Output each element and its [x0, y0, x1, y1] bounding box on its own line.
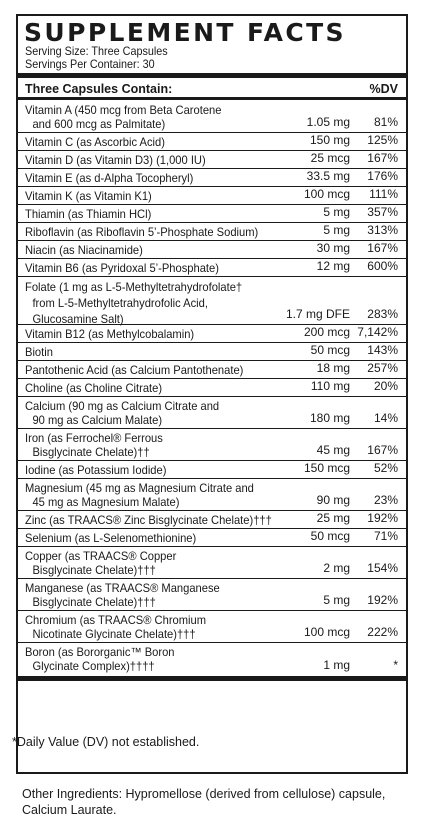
nutrient-name: [25, 363, 274, 377]
nutrient-amount: 18 mg: [316, 361, 350, 375]
nutrient-name: [25, 207, 274, 221]
nutrient-amount: 90 mg: [316, 493, 350, 507]
nutrient-name: [25, 261, 274, 275]
nutrient-name-line: 90 mg as Calcium Malate): [32, 413, 163, 427]
nutrient-dv: 222%: [367, 625, 398, 639]
nutrient-dv: 176%: [367, 169, 398, 183]
table-row: [18, 325, 406, 343]
nutrient-name: [25, 613, 274, 641]
nutrient-name: [25, 531, 274, 545]
nutrient-amount: 5 mg: [323, 223, 350, 237]
nutrient-dv: 313%: [367, 223, 398, 237]
nutrient-dv: 167%: [367, 241, 398, 255]
supplement-facts-panel: [16, 14, 408, 774]
nutrient-name: [25, 103, 274, 131]
nutrient-name-line: Boron (as Bororganic™ Boron: [25, 645, 175, 659]
table-row: [18, 205, 406, 223]
nutrient-name-line: Choline (as Choline Citrate): [25, 381, 163, 395]
nutrient-dv: 125%: [367, 133, 398, 147]
nutrient-name-line: Selenium (as L-Selenomethionine): [25, 531, 197, 545]
servings-per-container: Servings Per Container: 30: [25, 57, 155, 71]
nutrient-name: [25, 581, 274, 609]
nutrient-name-line: Vitamin D (as Vitamin D3) (1,000 IU): [25, 153, 206, 167]
nutrient-name-line: from L-5-Methyltetrahydrofolic Acid,: [32, 296, 208, 310]
table-row: [18, 343, 406, 361]
nutrient-name-line: Vitamin A (450 mcg from Beta Carotene: [25, 103, 222, 117]
nutrient-name: [25, 135, 274, 149]
nutrient-name: [25, 549, 274, 577]
nutrient-amount: 180 mg: [309, 411, 350, 425]
nutrient-name-line: Glycinate Complex)††††: [32, 659, 155, 673]
nutrient-dv: 192%: [367, 511, 398, 525]
nutrient-amount: 100 mcg: [303, 187, 350, 201]
nutrient-name: [25, 279, 274, 327]
nutrient-name-line: and 600 mcg as Palmitate): [32, 117, 166, 131]
nutrient-name-line: Bisglycinate Chelate)††: [32, 445, 150, 459]
nutrient-name-line: Glucosamine Salt): [32, 312, 124, 326]
table-row: [18, 643, 406, 675]
nutrient-dv: 143%: [367, 343, 398, 357]
nutrient-amount: 100 mcg: [303, 625, 350, 639]
nutrient-name: [25, 645, 274, 673]
nutrient-amount: 200 mcg: [303, 325, 350, 339]
table-row: [18, 379, 406, 397]
other-ingredients: Other Ingredients: Hypromellose (derived from cellulose) capsule, Calcium Laurate.: [22, 787, 386, 817]
nutrient-name-line: Vitamin K (as Vitamin K1): [25, 189, 152, 203]
table-row: [18, 101, 406, 133]
nutrient-amount: 2 mg: [323, 561, 350, 575]
nutrient-dv: 81%: [373, 115, 398, 129]
table-row: [18, 611, 406, 643]
divider-thick-bottom: [18, 676, 406, 681]
divider-thick-top: [18, 73, 406, 78]
table-row: [18, 579, 406, 611]
header-dv-label: %DV: [369, 82, 398, 96]
nutrient-name: [25, 431, 274, 459]
nutrient-dv: 7,142%: [357, 325, 398, 339]
nutrient-dv: 111%: [369, 187, 398, 201]
nutrient-dv: 52%: [373, 461, 398, 475]
divider-header: [18, 97, 406, 100]
nutrient-dv: 283%: [367, 307, 398, 321]
nutrient-name-line: Magnesium (45 mg as Magnesium Citrate and: [25, 481, 254, 495]
table-row: [18, 169, 406, 187]
nutrient-amount: 150 mg: [309, 133, 350, 147]
nutrient-dv: 154%: [367, 561, 398, 575]
table-row: [18, 397, 406, 429]
table-row: [18, 151, 406, 169]
serving-size: Serving Size: Three Capsules: [25, 44, 168, 58]
nutrient-amount: 110 mg: [310, 379, 350, 393]
table-row: [18, 479, 406, 511]
nutrient-name: [25, 327, 274, 341]
nutrient-dv: 600%: [367, 259, 398, 273]
nutrient-name: [25, 381, 274, 395]
nutrient-amount: 5 mg: [323, 205, 350, 219]
nutrient-amount: 150 mcg: [303, 461, 350, 475]
nutrient-amount: 30 mg: [316, 241, 350, 255]
nutrient-name-line: Vitamin B12 (as Methylcobalamin): [25, 327, 195, 341]
nutrient-name: [25, 463, 274, 477]
nutrient-name: [25, 225, 274, 239]
nutrient-amount: 12 mg: [316, 259, 350, 273]
nutrient-dv: 257%: [367, 361, 398, 375]
table-row: [18, 223, 406, 241]
nutrient-name-line: Calcium (90 mg as Calcium Citrate and: [25, 399, 220, 413]
table-row: [18, 187, 406, 205]
nutrient-amount: 25 mg: [316, 511, 350, 525]
nutrient-name-line: Iodine (as Potassium Iodide): [25, 463, 167, 477]
nutrient-name: [25, 153, 274, 167]
nutrient-amount: 1 mg: [323, 658, 350, 672]
nutrient-amount: 33.5 mg: [306, 169, 350, 183]
nutrient-dv: 167%: [367, 151, 398, 165]
nutrient-name-line: 45 mg as Magnesium Malate): [32, 495, 180, 509]
nutrient-table: [18, 101, 406, 675]
nutrient-name-line: Iron (as Ferrochel® Ferrous: [25, 431, 163, 445]
nutrient-name-line: Vitamin E (as d-Alpha Tocopheryl): [25, 171, 194, 185]
nutrient-amount: 50 mcg: [310, 529, 350, 543]
table-row: [18, 429, 406, 461]
nutrient-name-line: Folate (1 mg as L-5-Methyltetrahydrofolate†: [25, 280, 243, 294]
nutrient-dv: 357%: [367, 205, 398, 219]
nutrient-dv: 20%: [373, 379, 398, 393]
nutrient-name-line: Nicotinate Glycinate Chelate)†††: [32, 627, 196, 641]
table-header: [18, 80, 406, 98]
nutrient-name: [25, 171, 274, 185]
nutrient-amount: 1.7 mg DFE: [285, 307, 350, 321]
nutrient-name: [25, 189, 274, 203]
nutrient-name-line: Bisglycinate Chelate)†††: [32, 563, 156, 577]
dv-footnote: *Daily Value (DV) not established.: [12, 735, 200, 749]
table-row: [18, 529, 406, 547]
nutrient-name-line: Niacin (as Niacinamide): [25, 243, 143, 257]
table-row: [18, 361, 406, 379]
nutrient-amount: 45 mg: [316, 443, 350, 457]
panel-title: SUPPLEMENT FACTS: [24, 18, 346, 47]
nutrient-name-line: Biotin: [25, 345, 53, 359]
nutrient-name: [25, 243, 274, 257]
nutrient-name-line: Pantothenic Acid (as Calcium Pantothenate): [25, 363, 244, 377]
nutrient-name: [25, 345, 274, 359]
nutrient-amount: 25 mcg: [310, 151, 350, 165]
nutrient-name-line: Manganese (as TRAACS® Manganese: [25, 581, 220, 595]
nutrient-name-line: Bisglycinate Chelate)†††: [32, 595, 156, 609]
nutrient-name-line: Thiamin (as Thiamin HCl): [25, 207, 152, 221]
nutrient-name-line: Vitamin C (as Ascorbic Acid): [25, 135, 165, 149]
nutrient-name-line: Vitamin B6 (as Pyridoxal 5’-Phosphate): [25, 261, 219, 275]
nutrient-dv: 23%: [373, 493, 398, 507]
nutrient-dv: 167%: [367, 443, 398, 457]
header-serving-label: Three Capsules Contain:: [25, 82, 173, 96]
nutrient-dv: *: [393, 658, 398, 672]
nutrient-amount: 50 mcg: [310, 343, 350, 357]
table-row: [18, 241, 406, 259]
nutrient-dv: 14%: [373, 411, 398, 425]
table-row: [18, 259, 406, 277]
table-row: [18, 133, 406, 151]
nutrient-dv: 71%: [373, 529, 398, 543]
nutrient-name-line: Copper (as TRAACS® Copper: [25, 549, 177, 563]
nutrient-name: [25, 399, 274, 427]
nutrient-name: [25, 481, 274, 509]
table-row: [18, 511, 406, 529]
nutrient-name: [25, 513, 274, 527]
table-row: [18, 547, 406, 579]
nutrient-amount: 5 mg: [323, 593, 350, 607]
nutrient-name-line: Chromium (as TRAACS® Chromium: [25, 613, 207, 627]
table-row: [18, 461, 406, 479]
nutrient-name-line: Riboflavin (as Riboflavin 5’-Phosphate Sodium): [25, 225, 259, 239]
nutrient-name-line: Zinc (as TRAACS® Zinc Bisglycinate Chelate)†††: [25, 513, 272, 527]
nutrient-amount: 1.05 mg: [306, 115, 350, 129]
nutrient-dv: 192%: [367, 593, 398, 607]
table-row: [18, 277, 406, 325]
